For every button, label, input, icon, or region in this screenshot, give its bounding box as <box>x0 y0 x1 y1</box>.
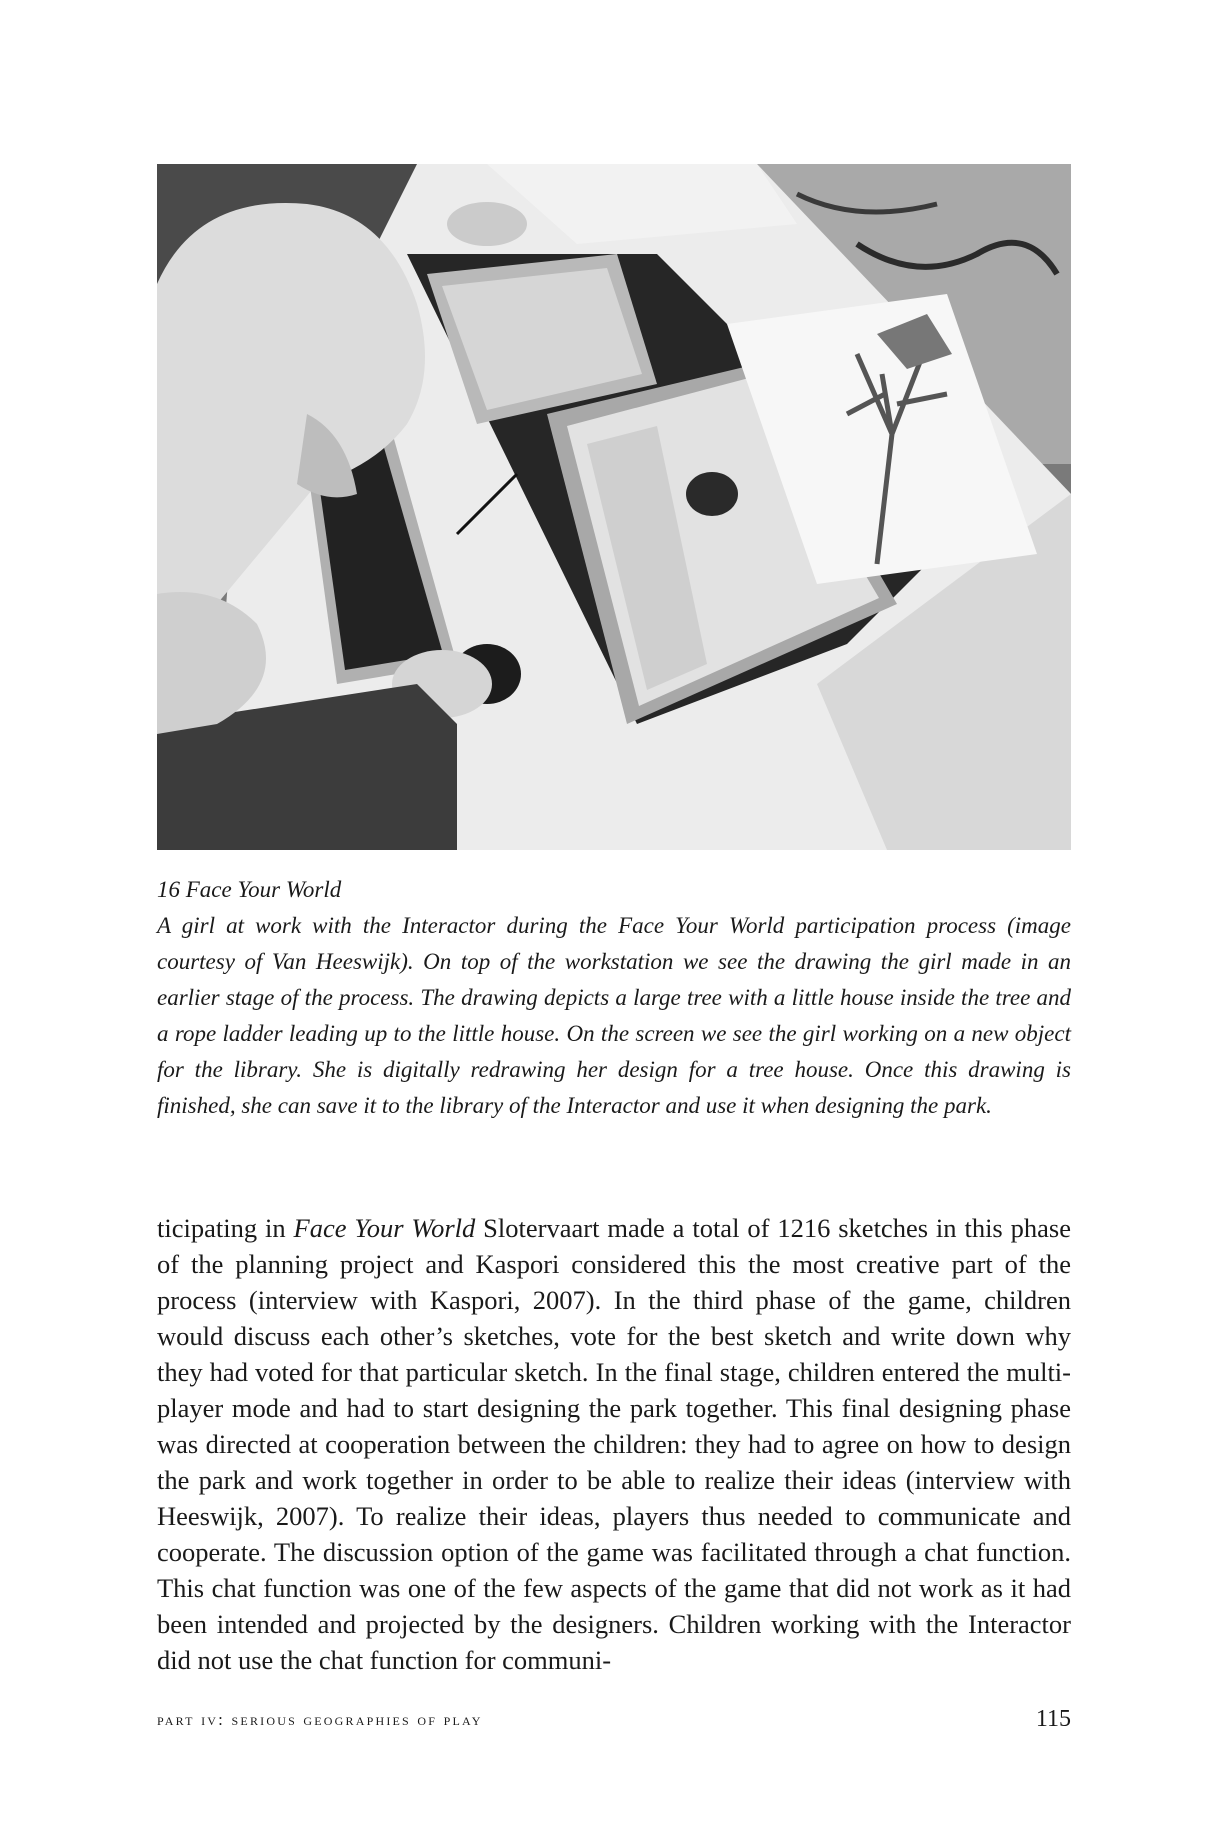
body-text-italic: Face Your World <box>293 1213 476 1243</box>
running-head: part iv: serious geographies of play <box>157 1710 483 1729</box>
figure-photo <box>157 164 1071 850</box>
caption-text: A girl at work with the Interactor during the Face Your World participation process (image courtesy of Van Heeswijk). On top of the workstation we see the drawing the girl made in an earlier stage of the process. The drawing depicts a large tree with a little house inside the tree and a rope ladder leading up to the little house. On the screen we see the girl working on a new object for the library. She is digitally redrawing her design for a tree house. Once this drawing is finished, she can save it to the library of the Interactor and use it when designing the park. <box>157 913 1071 1118</box>
caption-title: 16 Face Your World <box>157 877 342 902</box>
photo-top-hand <box>447 202 527 246</box>
body-paragraph <box>157 1210 1071 1678</box>
photo-illustration <box>157 164 1071 850</box>
page-footer <box>157 1706 1071 1740</box>
body-text-part: ticipating in <box>157 1213 294 1243</box>
page-number: 115 <box>1035 1706 1071 1732</box>
body-text-part: Slotervaart made a total of 1216 sketches in this phase of the planning project and Kaspori considered this the most creative part of the process (interview with Kaspori, 2007). In the third phase of the game, children would discuss each other’s sketches, vote for the best sketch and write down why they had voted for that particular sketch. In the final stage, children entered the multi-player mode and had to start designing the park together. This final designing phase was directed at cooperation between the children: they had to agree on how to design the park and work together in order to be able to realize their ideas (interview with Heeswijk, 2007). To realize their ideas, players thus needed to communicate and cooperate. The discussion option of the game was facilitated through a chat function. This chat function was one of the few aspects of the game that did not work as it had been intended and projected by the designers. Children working with the Interactor did not use the chat function for communi- <box>157 1213 1071 1675</box>
figure-caption <box>157 872 1071 1124</box>
photo-screen-drawing <box>686 472 738 516</box>
